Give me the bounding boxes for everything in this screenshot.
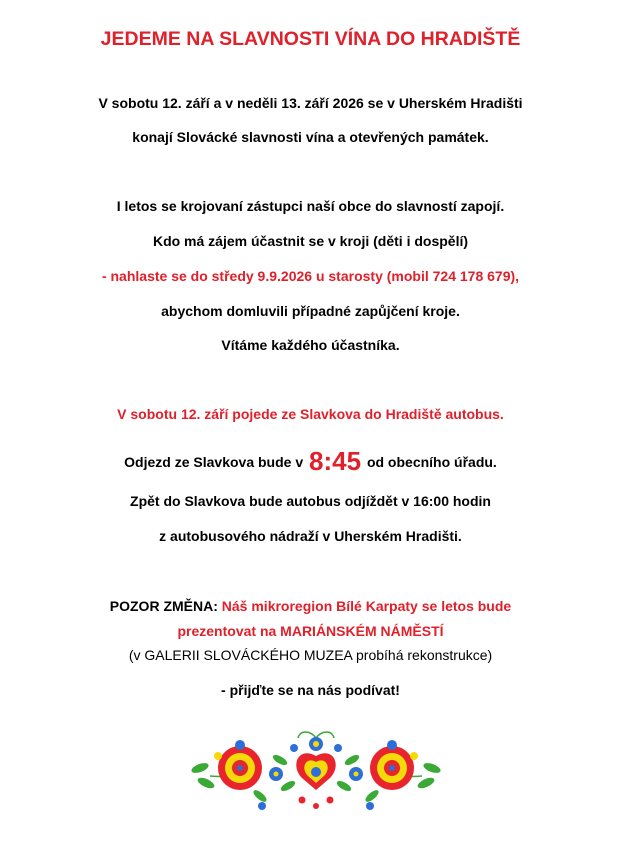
intro-line-2: konají Slovácké slavnosti vína a otevřených památek. [132, 129, 489, 145]
page-title: JEDEME NA SLAVNOSTI VÍNA DO HRADIŠTĚ [100, 28, 521, 50]
closing-line: - přijďte se na nás podívat! [221, 682, 400, 698]
return-line-2: z autobusového nádraží v Uherském Hradišti. [159, 528, 462, 544]
departure-prefix: Odjezd ze Slavkova bude v [124, 454, 304, 470]
bus-announcement: V sobotu 12. září pojede ze Slavkova do Hradiště autobus. [117, 406, 504, 422]
change-label: POZOR ZMĚNA: [109, 598, 218, 614]
invite-line-3: - nahlaste se do středy 9.9.2026 u starosty (mobil 724 178 679), [101, 268, 520, 284]
change-text-1: Náš mikroregion Bílé Karpaty se letos bude [221, 598, 512, 614]
intro-line-1: V sobotu 12. září a v neděli 13. září 2026 se v Uherském Hradišti [98, 95, 523, 111]
invite-line-2: Kdo má zájem účastnit se v kroji (děti i dospělí) [152, 233, 469, 249]
return-line-1: Zpět do Slavkova bude autobus odjíždět v 16:00 hodin [130, 493, 491, 509]
invite-line-1: I letos se krojovaní zástupci naší obce do slavností zapojí. [116, 198, 505, 214]
departure-line [0, 446, 621, 476]
change-text-2: prezentovat na MARIÁNSKÉM NÁMĚSTÍ [177, 623, 444, 639]
invite-line-5: Vítáme každého účastníka. [221, 337, 400, 353]
change-note: (v GALERII SLOVÁCKÉHO MUZEA probíhá rekonstrukce) [128, 647, 493, 663]
change-line-1 [0, 597, 621, 615]
invite-line-4: abychom domluvili případné zapůjčení kroje. [161, 303, 460, 319]
departure-suffix: od obecního úřadu. [366, 454, 497, 470]
folk-flower-ornament-icon [190, 726, 442, 814]
departure-time: 8:45 [309, 446, 362, 476]
